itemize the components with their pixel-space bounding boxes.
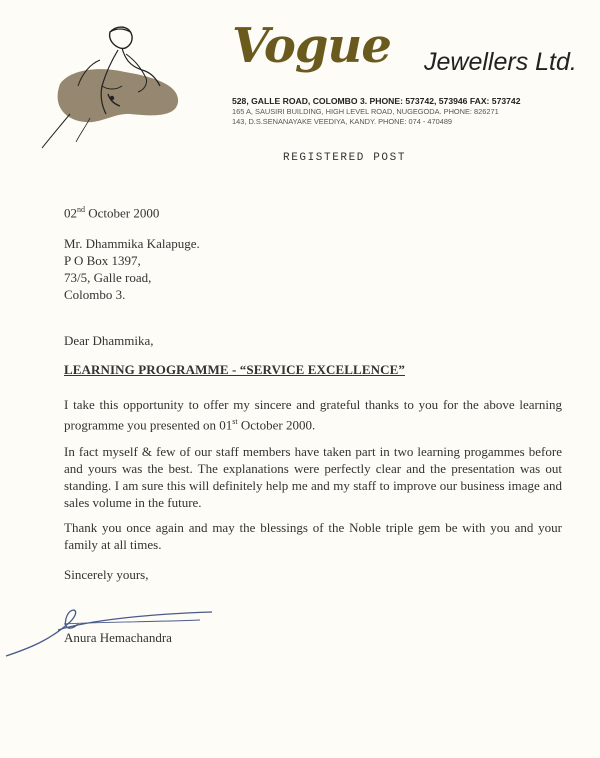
address-line-nugegoda: 165 A, SAUSIRI BUILDING, HIGH LEVEL ROAD, NUGEGODA. PHONE: 826271 xyxy=(232,107,499,116)
para1-text: I take this opportunity to offer my sincere and grateful thanks to you for the above learning programme you presented on 01 xyxy=(64,397,562,433)
body-paragraph-1 xyxy=(64,396,562,433)
date-rest: October 2000 xyxy=(85,205,160,221)
letter-date xyxy=(64,205,159,221)
closing-line: Sincerely yours, xyxy=(64,567,149,582)
addressee-block xyxy=(64,235,200,303)
company-brand xyxy=(232,18,592,88)
addressee-line: Mr. Dhammika Kalapuge. xyxy=(64,236,200,251)
brand-jewellers-ltd: Jewellers Ltd. xyxy=(424,48,577,76)
letterhead-address xyxy=(232,96,520,126)
registered-post-stamp: REGISTERED POST xyxy=(283,152,407,164)
date-suffix: nd xyxy=(77,205,85,214)
brand-vogue-script: Vogue xyxy=(232,18,391,74)
logo-figure-illustration xyxy=(30,14,190,154)
body-paragraph-3: Thank you once again and may the blessings of the Noble triple gem be with you and your family at all times. xyxy=(64,520,562,552)
addressee-line: Colombo 3. xyxy=(64,287,126,302)
signatory-name: Anura Hemachandra xyxy=(64,630,172,645)
para1-suffix: st xyxy=(232,417,238,426)
date-day: 02 xyxy=(64,205,77,221)
para1-text-end: October 2000. xyxy=(237,417,316,433)
body-paragraph-2: In fact myself & few of our staff members have taken part in two learning progammes before and yours was the best. The explanations were perfectly clear and the presentation was out standing. I am sure this will definitely help me and my staff to improve our business image and sales volume in the future. xyxy=(64,444,562,510)
addressee-line: P O Box 1397, xyxy=(64,253,141,268)
salutation: Dear Dhammika, xyxy=(64,333,154,348)
address-line-kandy: 143, D.S.SENANAYAKE VEEDIYA, KANDY. PHONE: 074 - 470489 xyxy=(232,117,453,126)
addressee-line: 73/5, Galle road, xyxy=(64,270,152,285)
subject-line: LEARNING PROGRAMME - “SERVICE EXCELLENCE” xyxy=(64,362,405,377)
address-line-colombo: 528, GALLE ROAD, COLOMBO 3. PHONE: 573742, 573946 FAX: 573742 xyxy=(232,96,521,106)
